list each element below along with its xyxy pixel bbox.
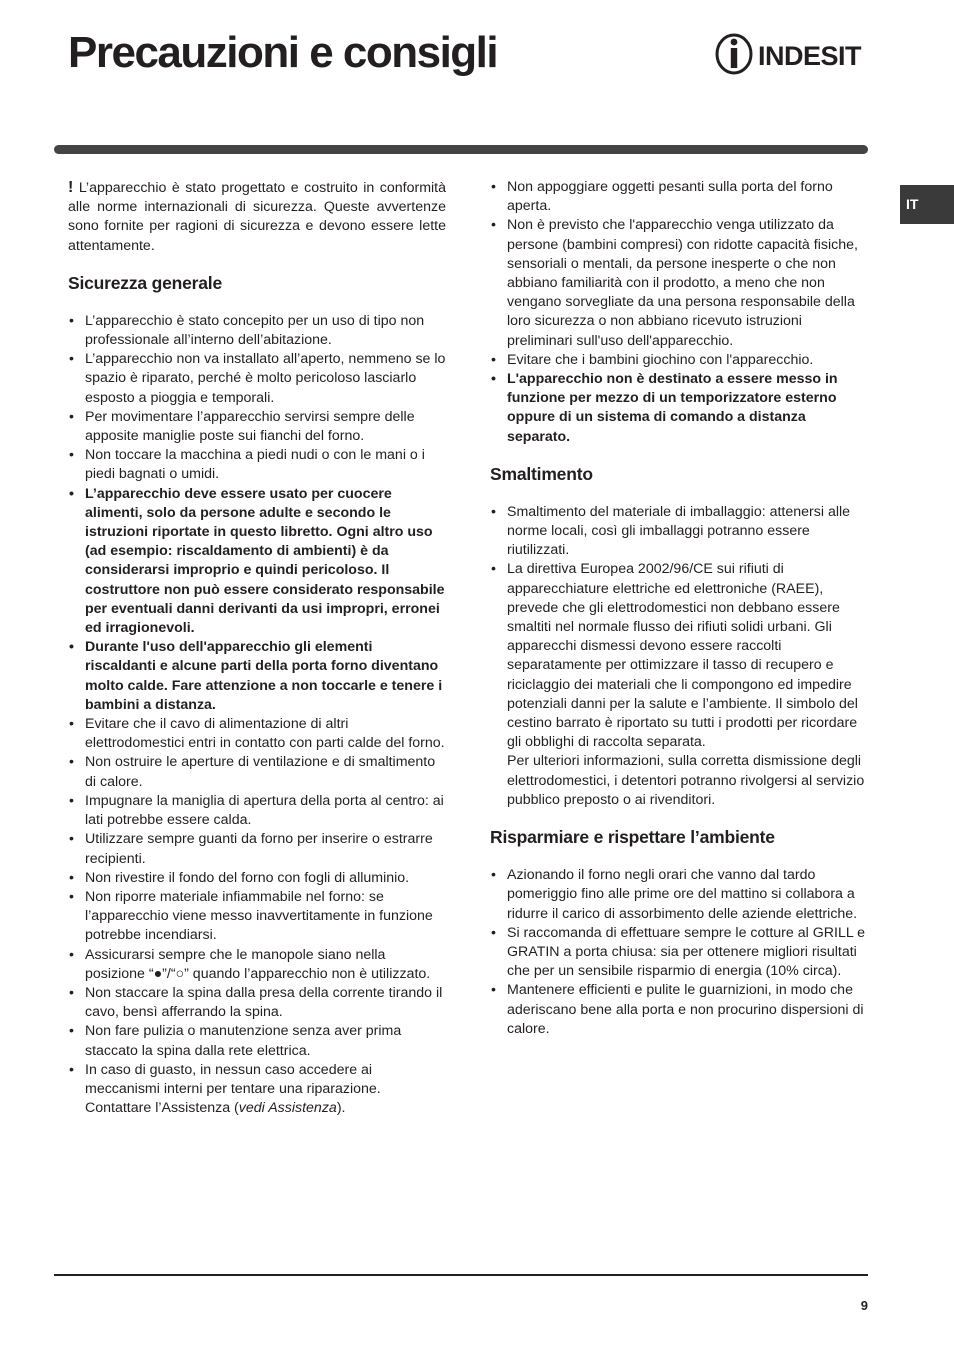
warning-mark: ! (68, 179, 74, 196)
list-item: • Non appoggiare oggetti pesanti sulla porta del forno aperta. (490, 178, 868, 216)
page-number: 9 (860, 1298, 868, 1313)
list-item: • Durante l'uso dell'apparecchio gli elementi riscaldanti e alcune parti della porta forno diventano molto calde. Fare attenzione a non toccarle e tenere i bambini a distanza. (68, 638, 446, 715)
list-item: • Non fare pulizia o manutenzione senza aver prima staccato la spina dalla rete elettrica. (68, 1022, 446, 1060)
risparmiare-list (490, 866, 868, 1039)
smaltimento-list (490, 503, 868, 810)
left-column (68, 178, 446, 1118)
assistenza-text-end: ). (336, 1100, 346, 1117)
language-tab: IT (900, 185, 954, 224)
indesit-logo (714, 32, 870, 76)
list-item: • Non ostruire le aperture di ventilazione e di smaltimento di calore. (68, 753, 446, 791)
list-item: • Assicurarsi sempre che le manopole siano nella posizione “●”/“○” quando l’apparecchio non è utilizzato. (68, 946, 446, 984)
raee-more-info: Per ulteriori informazioni, sulla corretta dismissione degli elettrodomestici, i detentori potranno rivolgersi al servizio pubblico preposto o ai rivenditori. (507, 753, 865, 808)
list-item: • Impugnare la maniglia di apertura della porta al centro: ai lati potrebbe essere calda. (68, 792, 446, 830)
heading-sicurezza-generale: Sicurezza generale (68, 272, 222, 293)
intro-text: L’apparecchio è stato progettato e costruito in conformità alle norme internazionali di sicurezza. Queste avvertenze sono fornite per ragioni di sicurezza e devono essere lette attentamente. (68, 180, 446, 254)
list-item: • Per movimentare l’apparecchio servirsi sempre delle apposite maniglie poste sui fianchi del forno. (68, 408, 446, 446)
sicurezza-list-continued (490, 178, 868, 447)
footer-divider (54, 1274, 868, 1276)
heading-smaltimento: Smaltimento (490, 463, 593, 484)
intro-paragraph (68, 178, 446, 256)
assistenza-reference: vedi Assistenza (238, 1100, 337, 1117)
raee-text: • La direttiva Europea 2002/96/CE sui rifiuti di apparecchiature elettriche ed elettroniche (RAEE), prevede che gli elettrodomestici non debbano essere smaltiti nel normale flusso dei rifiuti solidi urbani. Gli apparecchi dismessi devono essere raccolti separatamente per ottimizzare il tasso di recupero e riciclaggio dei materiali che li compongono ed impedire potenziali danni per la salute e l’ambiente. Il simbolo del cestino barrato è riportato su tutti i prodotti per ricordare gli obblighi di raccolta separata. (507, 561, 858, 751)
list-item: • Evitare che i bambini giochino con l'apparecchio. (490, 351, 868, 370)
list-item: • L’apparecchio è stato concepito per un uso di tipo non professionale all’interno dell’abitazione. (68, 312, 446, 350)
list-item: • Non toccare la macchina a piedi nudi o con le mani o i piedi bagnati o umidi. (68, 446, 446, 484)
list-item: • Si raccomanda di effettuare sempre le cotture al GRILL e GRATIN a porta chiusa: sia per ottenere migliori risultati che per un sensibile risparmio di energia (10% circa). (490, 924, 868, 982)
list-item: • Smaltimento del materiale di imballaggio: attenersi alle norme locali, così gli imballaggi potranno essere riutilizzati. (490, 503, 868, 561)
list-item: • Utilizzare sempre guanti da forno per inserire o estrarre recipienti. (68, 830, 446, 868)
header-divider (54, 145, 868, 154)
heading-risparmiare: Risparmiare e rispettare l’ambiente (490, 827, 775, 848)
assistenza-text: In caso di guasto, in nessun caso accedere ai meccanismi interni per tentare una riparazione. Contattare l’Assistenza ( (85, 1061, 381, 1117)
sicurezza-list (68, 312, 446, 1119)
list-item: • Mantenere efficienti e pulite le guarnizioni, in modo che aderiscano bene alla porta e non procurino dispersioni di calore. (490, 981, 868, 1039)
list-item: • Evitare che il cavo di alimentazione di altri elettrodomestici entri in contatto con parti calde del forno. (68, 715, 446, 753)
list-item: • L'apparecchio non è destinato a essere messo in funzione per mezzo di un temporizzatore esterno oppure di un sistema di comando a distanza separato. (490, 370, 868, 447)
list-item: • Azionando il forno negli orari che vanno dal tardo pomeriggio fino alle prime ore del mattino si collabora a ridurre il carico di assorbimento delle aziende elettriche. (490, 866, 868, 924)
list-item-assistenza (68, 1061, 446, 1119)
list-item: • Non riporre materiale infiammabile nel forno: se l’apparecchio viene messo inavvertitamente in funzione potrebbe incendiarsi. (68, 888, 446, 946)
list-item: • Non è previsto che l'apparecchio venga utilizzato da persone (bambini compresi) con ridotte capacità fisiche, sensoriali o mentali, da persone inesperte o che non abbiano familiarità con il prodotto, a meno che non vengano sorvegliate da una persona responsabile della loro sicurezza o non abbiano ricevuto istruzioni preliminari sull'uso dell'apparecchio. (490, 216, 868, 350)
brand-wordmark: INDESIT (758, 41, 862, 71)
right-column (490, 178, 868, 1039)
page-title: Precauzioni e consigli (68, 28, 498, 77)
list-item: • L’apparecchio non va installato all’aperto, nemmeno se lo spazio è riparato, perché è molto pericoloso lasciarlo esposto a pioggia e temporali. (68, 350, 446, 408)
list-item: • L’apparecchio deve essere usato per cuocere alimenti, solo da persone adulte e secondo le istruzioni riportate in questo libretto. Ogni altro uso (ad esempio: riscaldamento di ambienti) è da considerarsi improprio e quindi pericoloso. Il costruttore non può essere considerato responsabile per eventuali danni derivanti da usi impropri, erronei ed irragionevoli. (68, 485, 446, 639)
list-item (490, 560, 868, 810)
list-item: • Non staccare la spina dalla presa della corrente tirando il cavo, bensì afferrando la spina. (68, 984, 446, 1022)
list-item: • Non rivestire il fondo del forno con fogli di alluminio. (68, 869, 446, 888)
